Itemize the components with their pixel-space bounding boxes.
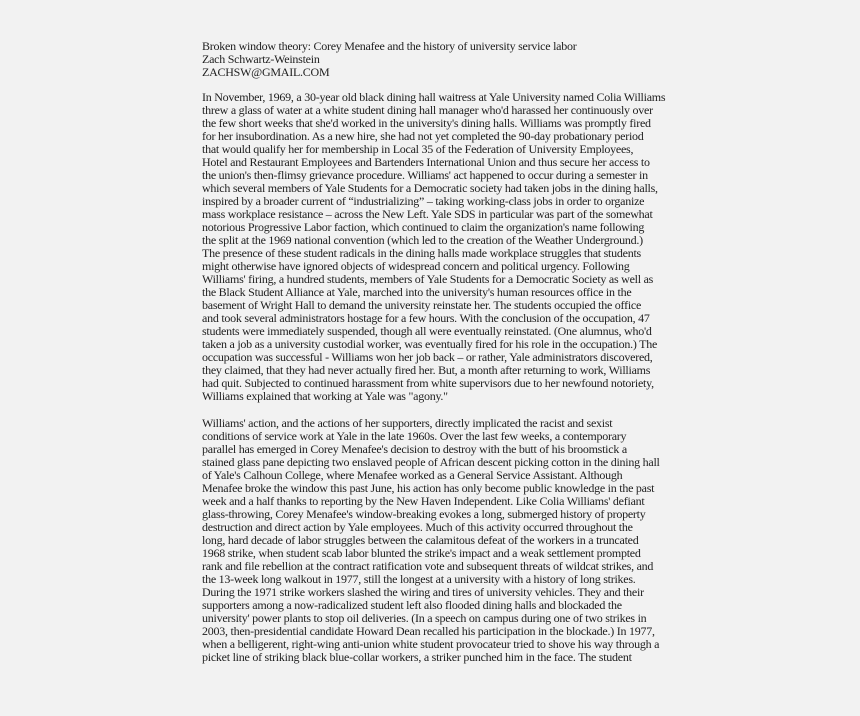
document-body: [202, 91, 672, 664]
text-line: 1968 strike, when student scab labor blunted the strike's impact and a weak settlement prompted: [202, 546, 641, 560]
text-line: conditions of service work at Yale in the late 1960s. Over the last few weeks, a contemporary: [202, 429, 627, 443]
text-line: for her insubordination. As a new hire, she had not yet completed the 90-day probationary period: [202, 129, 644, 143]
author-email: ZACHSW@GMAIL.COM: [202, 65, 330, 79]
text-line: students were immediately suspended, though all were eventually reinstated. (One alumnus, who'd: [202, 324, 652, 338]
text-line: of Yale's Calhoun College, where Menafee worked as a General Service Assistant. Although: [202, 468, 623, 482]
text-line: had quit. Subjected to continued harassment from white supervisors due to her newfound notoriety,: [202, 376, 654, 390]
text-line: parallel has emerged in Corey Menafee's decision to destroy with the butt of his broomstick a: [202, 442, 627, 456]
paragraph: [202, 417, 672, 664]
text-line: occupation was successful - Williams won her job back – or rather, Yale administrators discovered,: [202, 350, 653, 364]
text-line: inspired by a broader current of “industrializing” – taking working-class jobs in order to organize: [202, 194, 645, 208]
paragraph: [202, 91, 672, 403]
text-line: destruction and direct action by Yale employees. Much of this activity occurred throughout the: [202, 520, 633, 534]
text-line: 2003, then-presidential candidate Howard Dean recalled his participation in the blockade.) In 1977,: [202, 624, 655, 638]
text-line: glass-throwing, Corey Menafee's window-breaking evokes a long, submerged history of property: [202, 507, 646, 521]
text-line: might otherwise have ignored objects of widespread concern and political urgency. Following: [202, 259, 630, 273]
text-line: notorious Progressive Labor faction, which continued to claim the organization's name following: [202, 220, 645, 234]
text-line: threw a glass of water at a white student dining hall manager who'd harassed her continuously over: [202, 103, 653, 117]
text-line: which several members of Yale Students for a Democratic society had taken jobs in the dining halls,: [202, 181, 658, 195]
text-line: stained glass pane depicting two enslaved people of African descent picking cotton in the dining hall: [202, 455, 660, 469]
text-line: week and a half thanks to reporting by the New Haven Independent. Like Colia Williams' defiant: [202, 494, 645, 508]
text-line: Hotel and Restaurant Employees and Bartenders International Union and thus secure her access to: [202, 155, 650, 169]
text-line: Williams' firing, a hundred students, members of Yale Students for a Democratic Society as well as: [202, 272, 654, 286]
text-line: the few short weeks that she'd worked in the university's dining halls. Williams was promptly fired: [202, 116, 651, 130]
text-line: rank and file rebellion at the contract ratification vote and subsequent threats of wildcat strikes, and: [202, 559, 654, 573]
text-line: picket line of striking black blue-collar workers, a striker punched him in the face. The student: [202, 650, 632, 664]
text-line: In November, 1969, a 30-year old black dining hall waitress at Yale University named Colia Williams: [202, 90, 666, 104]
text-line: that would qualify her for membership in Local 35 of the Federation of University Employees,: [202, 142, 634, 156]
text-line: Williams explained that working at Yale was "agony.": [202, 389, 448, 403]
text-line: the Black Student Alliance at Yale, marched into the university's human resources office in the: [202, 285, 632, 299]
author-name: Zach Schwartz-Weinstein: [202, 52, 320, 66]
text-line: the split at the 1969 national convention (which led to the creation of the Weather Underground.): [202, 233, 643, 247]
text-line: the union's then-flimsy grievance procedure. Williams' act happened to occur during a semester in: [202, 168, 648, 182]
text-line: long, hard decade of labor struggles between the calamitous defeat of the workers in a truncated: [202, 533, 639, 547]
text-line: mass workplace resistance – across the New Left. Yale SDS in particular was part of the somewhat: [202, 207, 653, 221]
text-line: and took several administrators hostage for a few hours. With the conclusion of the occupation, 47: [202, 311, 650, 325]
text-line: basement of Wright Hall to demand the university reinstate her. The students occupied the office: [202, 298, 642, 312]
document-page: [202, 40, 672, 678]
document-title: Broken window theory: Corey Menafee and the history of university service labor: [202, 39, 577, 53]
text-line: supporters among a now-radicalized student left also flooded dining halls and blockaded the: [202, 598, 622, 612]
text-line: university' power plants to stop oil deliveries. (In a speech on campus during one of two strikes in: [202, 611, 647, 625]
text-line: taken a job as a university custodial worker, was eventually fired for his role in the occupation.) The: [202, 337, 658, 351]
text-line: Williams' action, and the actions of her supporters, directly implicated the racist and sexist: [202, 416, 613, 430]
text-line: when a belligerent, right-wing anti-union white student provocateur tried to shove his way through a: [202, 637, 660, 651]
text-line: the 13-week long walkout in 1977, still the longest at a university with a history of long strikes.: [202, 572, 636, 586]
text-line: Menafee broke the window this past June, his action has only become public knowledge in the past: [202, 481, 655, 495]
text-line: they claimed, that they had never actually fired her. But, a month after returning to work, Williams: [202, 363, 651, 377]
text-line: During the 1971 strike workers slashed the wiring and tires of university vehicles. They and their: [202, 585, 644, 599]
document-header: [202, 40, 672, 79]
text-line: The presence of these student radicals in the dining halls made workplace struggles that students: [202, 246, 641, 260]
